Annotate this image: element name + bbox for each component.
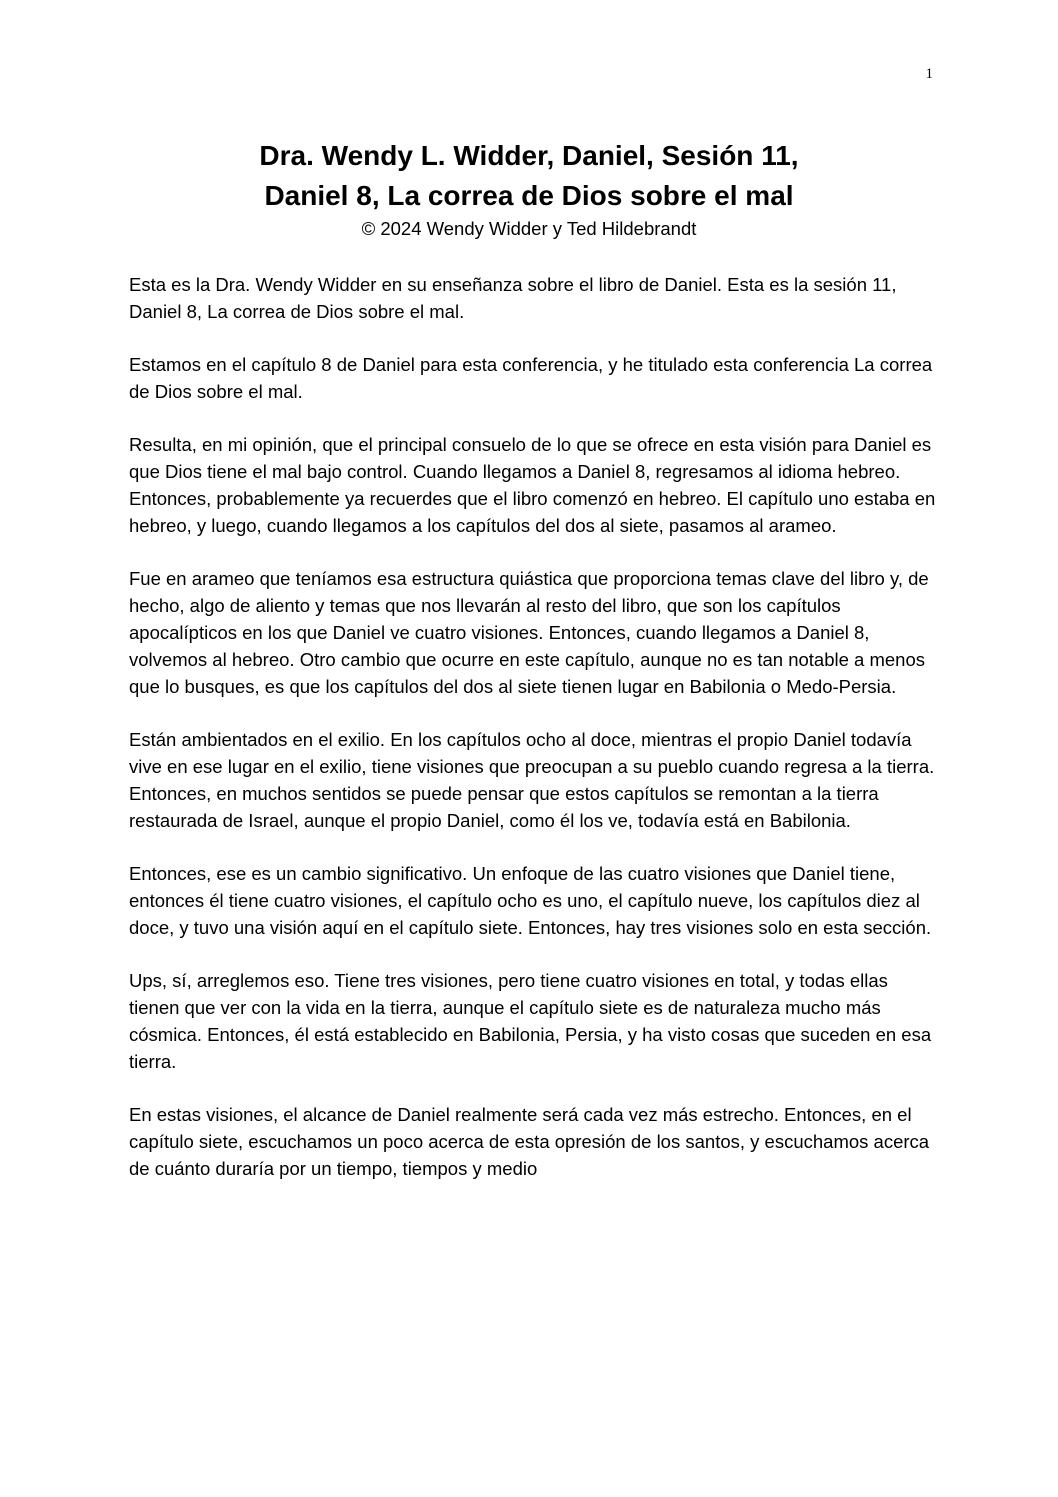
paragraph-3: Resulta, en mi opinión, que el principal consuelo de lo que se ofrece en esta visión para Daniel es que Dios tiene el mal bajo control. Cuando llegamos a Daniel 8, regresamos al idioma hebreo. Entonces, probablemente ya recuerdes que el libro comenzó en hebreo. El capítulo uno estaba en hebreo, y luego, cuando llegamos a los capítulos del dos al siete, pasamos al arameo. — [129, 434, 936, 536]
paragraph-8: En estas visiones, el alcance de Daniel realmente será cada vez más estrecho. Entonces, en el capítulo siete, escuchamos un poco acerca de esta opresión de los santos, y escuchamos acerca de cuánto duraría por un tiempo, tiempos y medio — [129, 1104, 930, 1179]
copyright-notice: © 2024 Wendy Widder y Ted Hildebrandt — [361, 218, 697, 239]
document-title-line-1: Dra. Wendy L. Widder, Daniel, Sesión 11, — [259, 140, 799, 171]
paragraph-6: Entonces, ese es un cambio significativo. Un enfoque de las cuatro visiones que Daniel tiene, entonces él tiene cuatro visiones, el capítulo ocho es uno, el capítulo nueve, los capítulos diez al doce, y tuvo una visión aquí en el capítulo siete. Entonces, hay tres visiones solo en esta sección. — [129, 863, 932, 938]
document-body — [129, 271, 937, 1208]
paragraph-1: Esta es la Dra. Wendy Widder en su enseñanza sobre el libro de Daniel. Esta es la sesión 11, Daniel 8, La correa de Dios sobre el mal. — [129, 274, 897, 322]
page-number: 1 — [925, 66, 933, 82]
document-title-line-2: Daniel 8, La correa de Dios sobre el mal — [264, 180, 794, 211]
paragraph-4: Fue en arameo que teníamos esa estructura quiástica que proporciona temas clave del libro y, de hecho, algo de aliento y temas que nos llevarán al resto del libro, que son los capítulos apocalípticos en los que Daniel ve cuatro visiones. Entonces, cuando llegamos a Daniel 8, volvemos al hebreo. Otro cambio que ocurre en este capítulo, aunque no es tan notable a menos que lo busques, es que los capítulos del dos al siete tienen lugar en Babilonia o Medo-Persia. — [129, 568, 929, 697]
paragraph-2: Estamos en el capítulo 8 de Daniel para esta conferencia, y he titulado esta conferencia La correa de Dios sobre el mal. — [129, 354, 933, 402]
paragraph-5: Están ambientados en el exilio. En los capítulos ocho al doce, mientras el propio Daniel todavía vive en ese lugar en el exilio, tiene visiones que preocupan a su pueblo cuando regresa a la tierra. Entonces, en muchos sentidos se puede pensar que estos capítulos se remontan a la tierra restaurada de Israel, aunque el propio Daniel, como él los ve, todavía está en Babilonia. — [129, 729, 935, 831]
paragraph-7: Ups, sí, arreglemos eso. Tiene tres visiones, pero tiene cuatro visiones en total, y todas ellas tienen que ver con la vida en la tierra, aunque el capítulo siete es de naturaleza mucho más cósmica. Entonces, él está establecido en Babilonia, Persia, y ha visto cosas que suceden en esa tierra. — [129, 970, 932, 1072]
document-header — [0, 136, 1058, 242]
